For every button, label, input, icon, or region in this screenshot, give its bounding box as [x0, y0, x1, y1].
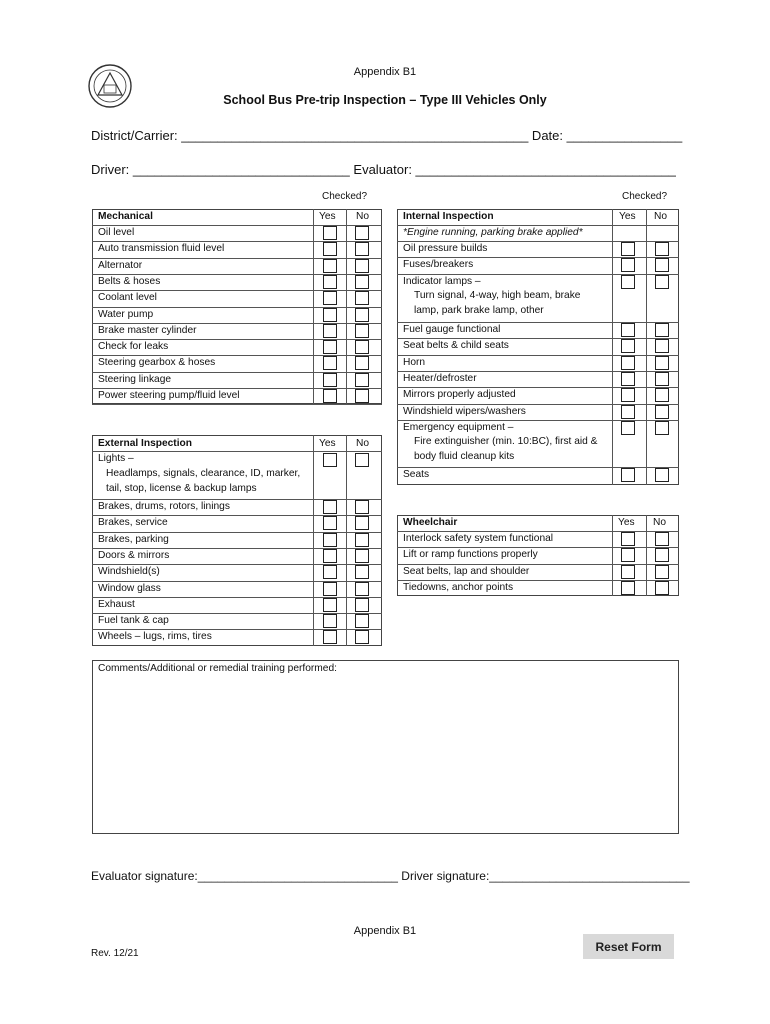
mechanical-item-4: Coolant level	[98, 292, 157, 304]
mechanical-yes-checkbox-4[interactable]	[323, 291, 337, 305]
mechanical-no-checkbox-5[interactable]	[355, 308, 369, 322]
internal-b-no-checkbox-1[interactable]	[655, 339, 669, 353]
internal-b-no-checkbox-3[interactable]	[655, 372, 669, 386]
checked-label-left: Checked?	[322, 191, 368, 202]
internal-a-yes-checkbox-0[interactable]	[621, 242, 635, 256]
external-yes-checkbox-4[interactable]	[323, 565, 337, 579]
mechanical-yes-checkbox-5[interactable]	[323, 308, 337, 322]
mechanical-item-6: Brake master cylinder	[98, 324, 197, 336]
wheelchair-yes-checkbox-3[interactable]	[621, 581, 635, 595]
internal-b-yes-checkbox-0[interactable]	[621, 323, 635, 337]
district-date-field[interactable]: District/Carrier: ________________________________________________ Date: ________________	[91, 128, 683, 143]
wheelchair-no-checkbox-1[interactable]	[655, 548, 669, 562]
mechanical-item-7: Check for leaks	[98, 341, 169, 353]
lights-yes-checkbox[interactable]	[323, 453, 337, 467]
external-yes-checkbox-1[interactable]	[323, 516, 337, 530]
internal-b-yes-checkbox-3[interactable]	[621, 372, 635, 386]
external-no-checkbox-7[interactable]	[355, 614, 369, 628]
lights-detail-1: Headlamps, signals, clearance, ID, marker,	[106, 468, 301, 479]
external-no-checkbox-5[interactable]	[355, 582, 369, 596]
mechanical-yes-checkbox-0[interactable]	[323, 226, 337, 240]
wheelchair-title: Wheelchair	[403, 517, 458, 528]
mechanical-item-10: Power steering pump/fluid level	[98, 390, 240, 401]
wheelchair-item-1: Lift or ramp functions properly	[403, 549, 538, 561]
external-yes-checkbox-2[interactable]	[323, 533, 337, 547]
internal-b-yes-checkbox-5[interactable]	[621, 405, 635, 419]
revision-label: Rev. 12/21	[91, 948, 139, 959]
mechanical-no-checkbox-2[interactable]	[355, 259, 369, 273]
page-title: School Bus Pre-trip Inspection – Type III Vehicles Only	[223, 93, 547, 107]
internal-item-b-1: Seat belts & child seats	[403, 340, 509, 352]
mechanical-item-5: Water pump	[98, 308, 154, 320]
wheelchair-yes-checkbox-2[interactable]	[621, 565, 635, 579]
internal-b-no-checkbox-0[interactable]	[655, 323, 669, 337]
internal-item-b-5: Windshield wipers/washers	[403, 405, 526, 417]
external-yes-checkbox-0[interactable]	[323, 500, 337, 514]
indicator-lamps-detail-1: Turn signal, 4-way, high beam, brake	[414, 290, 581, 302]
external-yes-checkbox-6[interactable]	[323, 598, 337, 612]
mechanical-yes-header: Yes	[319, 211, 336, 222]
appendix-header: Appendix B1	[353, 66, 417, 78]
external-no-checkbox-4[interactable]	[355, 565, 369, 579]
mechanical-yes-checkbox-8[interactable]	[323, 356, 337, 370]
internal-item-b-0: Fuel gauge functional	[403, 324, 501, 335]
appendix-footer: Appendix B1	[353, 925, 417, 937]
comments-box[interactable]	[92, 660, 679, 834]
internal-item-a-1: Fuses/breakers	[403, 259, 474, 271]
external-yes-checkbox-8[interactable]	[323, 630, 337, 644]
wheelchair-item-3: Tiedowns, anchor points	[403, 581, 514, 593]
mechanical-yes-checkbox-7[interactable]	[323, 340, 337, 354]
wheelchair-no-header: No	[653, 517, 667, 528]
internal-b-no-checkbox-5[interactable]	[655, 405, 669, 419]
wheelchair-no-checkbox-3[interactable]	[655, 581, 669, 595]
mechanical-no-header: No	[356, 211, 370, 222]
external-yes-checkbox-3[interactable]	[323, 549, 337, 563]
lights-label: Lights –	[98, 453, 134, 464]
signature-fields[interactable]: Evaluator signature:______________________________ Driver signature:______________________________	[91, 869, 690, 883]
wheelchair-no-checkbox-2[interactable]	[655, 565, 669, 579]
emergency-equipment-label: Emergency equipment –	[403, 421, 514, 433]
external-no-checkbox-3[interactable]	[355, 549, 369, 563]
internal-no-header: No	[654, 211, 668, 222]
mechanical-item-0: Oil level	[98, 227, 135, 238]
wheelchair-no-checkbox-0[interactable]	[655, 532, 669, 546]
external-item-8: Wheels – lugs, rims, tires	[98, 631, 212, 643]
wheelchair-yes-checkbox-1[interactable]	[621, 548, 635, 562]
internal-b-yes-checkbox-1[interactable]	[621, 339, 635, 353]
driver-evaluator-field[interactable]: Driver: ______________________________ Evaluator: ____________________________________	[91, 162, 676, 177]
mechanical-no-checkbox-0[interactable]	[355, 226, 369, 240]
mechanical-no-checkbox-10[interactable]	[355, 389, 369, 403]
external-item-7: Fuel tank & cap	[98, 615, 169, 627]
mechanical-item-1: Auto transmission fluid level	[98, 243, 225, 255]
internal-b-no-checkbox-2[interactable]	[655, 356, 669, 370]
internal-item-b-4: Mirrors properly adjusted	[403, 389, 516, 401]
indicator-lamps-label: Indicator lamps –	[403, 275, 481, 287]
external-yes-checkbox-7[interactable]	[323, 614, 337, 628]
mechanical-yes-checkbox-9[interactable]	[323, 373, 337, 387]
mechanical-item-9: Steering linkage	[98, 373, 172, 385]
internal-title: Internal Inspection	[403, 211, 494, 222]
emergency-equipment-detail-1: Fire extinguisher (min. 10:BC), first aid &	[414, 436, 598, 448]
emergency-yes-checkbox[interactable]	[621, 421, 635, 435]
external-no-header: No	[356, 438, 370, 449]
mechanical-no-checkbox-4[interactable]	[355, 291, 369, 305]
external-item-3: Doors & mirrors	[98, 549, 170, 561]
external-item-1: Brakes, service	[98, 517, 168, 529]
mechanical-yes-checkbox-10[interactable]	[323, 389, 337, 403]
mechanical-no-checkbox-7[interactable]	[355, 340, 369, 354]
mechanical-no-checkbox-8[interactable]	[355, 356, 369, 370]
mechanical-no-checkbox-6[interactable]	[355, 324, 369, 338]
wheelchair-yes-checkbox-0[interactable]	[621, 532, 635, 546]
external-item-2: Brakes, parking	[98, 533, 169, 545]
internal-b-no-checkbox-4[interactable]	[655, 388, 669, 402]
mechanical-no-checkbox-1[interactable]	[355, 242, 369, 256]
internal-b-yes-checkbox-4[interactable]	[621, 388, 635, 402]
internal-note: *Engine running, parking brake applied*	[403, 227, 583, 238]
wheelchair-item-0: Interlock safety system functional	[403, 533, 554, 544]
mechanical-no-checkbox-9[interactable]	[355, 373, 369, 387]
lights-detail-2: tail, stop, license & backup lamps	[106, 483, 257, 494]
internal-a-no-checkbox-1[interactable]	[655, 258, 669, 272]
internal-item-a-0: Oil pressure builds	[403, 243, 488, 254]
external-yes-header: Yes	[319, 438, 336, 449]
mechanical-yes-checkbox-2[interactable]	[323, 259, 337, 273]
internal-a-yes-checkbox-1[interactable]	[621, 258, 635, 272]
external-title: External Inspection	[98, 438, 192, 449]
external-no-checkbox-6[interactable]	[355, 598, 369, 612]
external-item-4: Windshield(s)	[98, 566, 160, 578]
external-no-checkbox-0[interactable]	[355, 500, 369, 514]
wheelchair-item-2: Seat belts, lap and shoulder	[403, 565, 530, 577]
internal-a-no-checkbox-0[interactable]	[655, 242, 669, 256]
seats-no-checkbox[interactable]	[655, 468, 669, 482]
mechanical-yes-checkbox-6[interactable]	[323, 324, 337, 338]
internal-item-b-2: Horn	[403, 356, 426, 368]
comments-label: Comments/Additional or remedial training performed:	[98, 663, 337, 674]
external-no-checkbox-2[interactable]	[355, 533, 369, 547]
internal-b-yes-checkbox-2[interactable]	[621, 356, 635, 370]
mechanical-item-3: Belts & hoses	[98, 275, 161, 287]
indicator-lamps-detail-2: lamp, park brake lamp, other	[414, 304, 544, 316]
emergency-equipment-detail-2: body fluid cleanup kits	[414, 450, 515, 462]
external-item-6: Exhaust	[98, 598, 135, 610]
external-yes-checkbox-5[interactable]	[323, 582, 337, 596]
seats-yes-checkbox[interactable]	[621, 468, 635, 482]
indicator-yes-checkbox[interactable]	[621, 275, 635, 289]
emergency-no-checkbox[interactable]	[655, 421, 669, 435]
mechanical-item-8: Steering gearbox & hoses	[98, 357, 216, 369]
internal-yes-header: Yes	[619, 211, 636, 222]
external-no-checkbox-1[interactable]	[355, 516, 369, 530]
wheelchair-yes-header: Yes	[618, 517, 635, 528]
mechanical-yes-checkbox-1[interactable]	[323, 242, 337, 256]
mechanical-item-2: Alternator	[98, 259, 143, 271]
lights-no-checkbox[interactable]	[355, 453, 369, 467]
mechanical-yes-checkbox-3[interactable]	[323, 275, 337, 289]
seats-item: Seats	[403, 469, 430, 480]
reset-form-button[interactable]: Reset Form	[583, 934, 674, 959]
mechanical-title: Mechanical	[98, 211, 153, 222]
indicator-no-checkbox[interactable]	[655, 275, 669, 289]
mechanical-no-checkbox-3[interactable]	[355, 275, 369, 289]
external-item-0: Brakes, drums, rotors, linings	[98, 501, 230, 512]
external-item-5: Window glass	[98, 582, 161, 594]
internal-item-b-3: Heater/defroster	[403, 372, 477, 384]
checked-label-right: Checked?	[622, 191, 668, 202]
external-no-checkbox-8[interactable]	[355, 630, 369, 644]
